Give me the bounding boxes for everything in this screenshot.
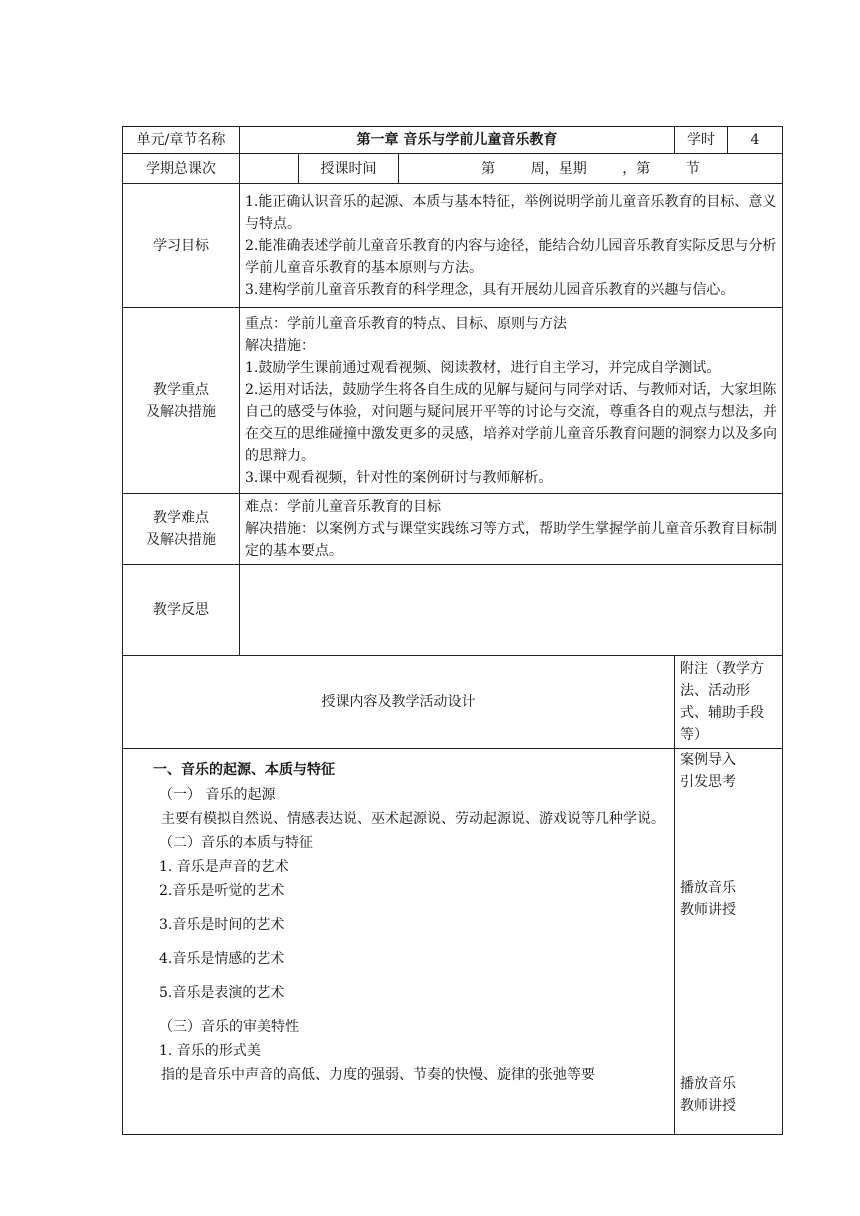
list-item: 5.音乐是表演的艺术 <box>159 985 285 1001</box>
list-item: 1. 音乐的形式美 <box>159 1043 261 1059</box>
spacer <box>680 921 777 1073</box>
note: 教师讲授 <box>680 1098 736 1114</box>
note: 播放音乐 <box>680 1076 736 1092</box>
reflection-label: 教学反思 <box>123 565 240 656</box>
key-points-focus: 重点：学前儿童音乐教育的特点、目标、原则与方法 <box>245 315 567 332</box>
key-points-measures-title: 解决措施： <box>245 337 315 354</box>
objectives-content <box>240 184 783 308</box>
key-points-item: 2.运用对话法，鼓励学生将各自生成的见解与疑问与同学对话、与教师对话，大家坦陈自己的感受与体验，对问题与疑问展开平等的讨论与交流，尊重各自的观点与想法，并在交互的思维碰撞中激发更多的灵感，培养对学前儿童音乐教育问题的洞察力以及多向的思辩力。 <box>245 381 777 464</box>
row-content-header <box>123 656 783 749</box>
lesson-plan-table <box>122 126 783 1135</box>
row-content <box>123 749 783 1135</box>
hours-value: 4 <box>728 127 783 154</box>
note: 播放音乐 <box>680 880 736 896</box>
term-value <box>240 154 299 184</box>
time-label: 授课时间 <box>299 154 399 184</box>
list-item: 4.音乐是情感的艺术 <box>159 951 285 967</box>
spacer <box>133 937 668 947</box>
section-title: 一、音乐的起源、本质与特征 <box>153 762 335 778</box>
reflection-value <box>240 565 783 656</box>
subsection-title: （二）音乐的本质与特征 <box>159 835 313 851</box>
list-item: 1. 音乐是声音的艺术 <box>159 859 289 875</box>
row-unit <box>123 127 783 154</box>
notes-header-label: 附注（教学方法、活动形式、辅助手段等） <box>675 656 783 749</box>
difficulties-label: 教学难点 及解决措施 <box>123 494 240 565</box>
content-body <box>123 749 675 1135</box>
difficulties-measures: 解决措施：以案例方式与课堂实践练习等方式，帮助学生掌握学前儿童音乐教育目标制定的基本要点。 <box>245 521 777 559</box>
unit-label: 单元/章节名称 <box>123 127 240 154</box>
note: 引发思考 <box>680 774 736 790</box>
row-term <box>123 154 783 184</box>
key-points-item: 1.鼓励学生课前通过观看视频、阅读教材，进行自主学习，并完成自学测试。 <box>245 359 721 376</box>
list-item: 2.音乐是听觉的艺术 <box>159 883 285 899</box>
time-value: 第 周，星期 ，第 节 <box>399 154 783 184</box>
objective-item: 1.能正确认识音乐的起源、本质与基本特征，举例说明学前儿童音乐教育的目标、意义与特点。 <box>245 193 777 232</box>
term-label: 学期总课次 <box>123 154 240 184</box>
paragraph: 指的是音乐中声音的高低、力度的强弱、节奏的快慢、旋律的张弛等要 <box>161 1067 595 1083</box>
key-points-item: 3.课中观看视频，针对性的案例研讨与教师解析。 <box>245 469 553 486</box>
objectives-label: 学习目标 <box>123 184 240 308</box>
subsection-title: （三）音乐的审美特性 <box>159 1019 299 1035</box>
row-difficulties <box>123 494 783 565</box>
unit-value: 第一章 音乐与学前儿童音乐教育 <box>240 127 675 154</box>
objective-item: 2.能准确表述学前儿童音乐教育的内容与途径，能结合幼儿园音乐教育实际反思与分析学前儿童音乐教育的基本原则与方法。 <box>245 237 777 276</box>
row-reflection <box>123 565 783 656</box>
note: 教师讲授 <box>680 902 736 918</box>
content-header-label: 授课内容及教学活动设计 <box>123 656 675 749</box>
difficulties-content <box>240 494 783 565</box>
spacer <box>133 1005 668 1015</box>
notes-column <box>675 749 783 1135</box>
spacer <box>133 971 668 981</box>
key-points-label: 教学重点 及解决措施 <box>123 308 240 494</box>
spacer <box>680 793 777 877</box>
row-key-points <box>123 308 783 494</box>
note: 案例导入 <box>680 752 736 768</box>
key-points-content <box>240 308 783 494</box>
hours-label: 学时 <box>675 127 728 154</box>
subsection-title: （一） 音乐的起源 <box>159 787 276 803</box>
row-objectives <box>123 184 783 308</box>
difficulties-focus: 难点：学前儿童音乐教育的目标 <box>245 499 441 515</box>
list-item: 3.音乐是时间的艺术 <box>159 917 285 933</box>
lesson-plan <box>122 126 782 1135</box>
spacer <box>133 903 668 913</box>
objective-item: 3.建构学前儿童音乐教育的科学理念，具有开展幼儿园音乐教育的兴趣与信心。 <box>245 281 735 298</box>
paragraph: 主要有模拟自然说、情感表达说、巫术起源说、劳动起源说、游戏说等几种学说。 <box>161 811 665 827</box>
